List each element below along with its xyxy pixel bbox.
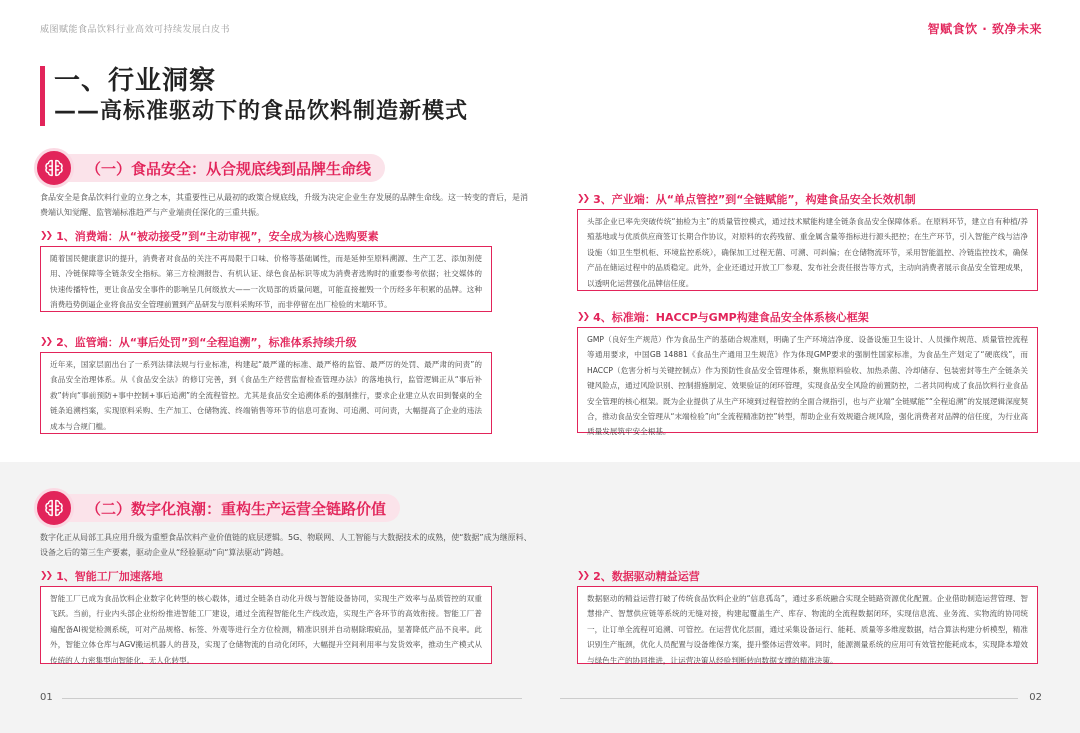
section2-item2-body: 数据驱动的精益运营打破了传统食品饮料企业的“信息孤岛”，通过多系统融合实现全链路资源优化配置。企业借助制造运营管理、智慧排产、智慧供应链等系统的无缝对接，构建起覆盖生产、库存、物流的全流程数据闭环，实现信息流、业务流、实物流的协同统一，让订单全流程可追溯、可管控。在运营优化层面，通过采集设备运行、能耗、质量等多维度数据，结合算法构建分析模型，精准识别生产瓶颈，优化人员配置与设备维保方案，提升整体运营效率。同时，能源测量系统的应用可有效管控能耗成本，实现降本增效与绿色生产的协同推进，让运营决策从经验判断转向数据支撑的精准决策。 [577, 586, 1038, 664]
document-header-title: 威图赋能食品饮料行业高效可持续发展白皮书 [40, 25, 231, 35]
section1-heading-text: （一）食品安全：从合规底线到品牌生命线 [60, 154, 385, 182]
section2-heading-text: （二）数字化浪潮：重构生产运营全链路价值 [60, 494, 400, 522]
document-header-slogan: 智赋食饮 · 致净未来 [927, 22, 1042, 36]
section1-item2-title-text: 2、监管端：从“事后处罚”到“全程追溯”，标准体系持续升级 [56, 336, 357, 349]
section2-intro: 数字化正从局部工具应用升级为重塑食品饮料产业价值链的底层逻辑。5G、物联网、人工智能与大数据技术的成熟，使“数据”成为继原料、设备之后的第三生产要素，驱动企业从“经验驱动”向“算法驱动”跨越。 [40, 533, 532, 557]
section1-item3-body: 头部企业已率先突破传统“抽检为主”的质量管控模式，通过技术赋能构建全链条食品安全保障体系。在原料环节，建立自有种植/养殖基地或与优质供应商签订长期合作协议，对原料的农药残留、重金属含量等指标进行源头把控；在生产环节，引入智能产线与洁净设施（如卫生型机柜、环境监控系统），确保加工过程无菌、可溯、可纠偏；在仓储物流环节，采用智能温控、冷链监控技术，确保产品在储运过程中的品质稳定。此外，企业还通过开放工厂参观、发布社会责任报告等方式，主动向消费者展示食品安全管理成果，以透明化运营强化品牌信任度。 [577, 209, 1038, 291]
page-number-left: 01 [40, 692, 53, 703]
section1-intro: 食品安全是食品饮料行业的立身之本，其重要性已从最初的政策合规底线，升级为决定企业生存发展的品牌生命线。这一转变的背后，是消费端认知觉醒、监管端标准趋严与产业端责任深化的三重共振。 [40, 193, 528, 217]
title-accent-bar [40, 66, 45, 126]
section2-heading [34, 488, 400, 528]
chevron-right-icon: ❯❯ [577, 194, 589, 204]
section1-item2-body: 近年来，国家层面出台了一系列法律法规与行业标准，构建起“最严谨的标准、最严格的监管、最严厉的处罚、最严肃的问责”的食品安全治理体系。从《食品安全法》的修订完善，到《食品生产经营监督检查管理办法》的落地执行，监管逻辑正从“事后补救”转向“事前预防+事中控制+事后追溯”的全流程管控。尤其是食品安全追溯体系的强制推行，要求企业建立从农田到餐桌的全链条追溯档案，实现原料采购、生产加工、仓储物流、终端销售等环节的信息可查询、可追溯、可问责，大幅提高了企业的违法成本与合规门槛。 [40, 352, 492, 434]
brain-icon [34, 148, 74, 188]
section1-item3-title [577, 191, 916, 207]
section2-item1-title-text: 1、智能工厂加速落地 [56, 570, 163, 583]
section1-item1-title-text: 1、消费端：从“被动接受”到“主动审视”，安全成为核心选购要素 [56, 230, 379, 243]
page-number-right: 02 [1029, 692, 1042, 703]
section1-item1-title [40, 228, 379, 244]
chapter-title: 一、行业洞察 [54, 66, 217, 96]
footer-divider-right [560, 698, 1018, 699]
chevron-right-icon: ❯❯ [577, 312, 589, 322]
chevron-right-icon: ❯❯ [40, 337, 52, 347]
chevron-right-icon: ❯❯ [40, 571, 52, 581]
section1-heading [34, 148, 385, 188]
section1-item4-title-text: 4、标准端：HACCP与GMP构建食品安全体系核心框架 [593, 311, 869, 324]
section1-item3-title-text: 3、产业端：从“单点管控”到“全链赋能”，构建食品安全长效机制 [593, 193, 916, 206]
section2-item1-title [40, 568, 163, 584]
section1-item4-body: GMP（良好生产规范）作为食品生产的基础合规准则，明确了生产环境洁净度、设备设施卫生设计、人员操作规范、质量管控流程等通用要求，中国GB 14881《食品生产通用卫生规范》作为体现GMP要求的强制性国家标准，为食品生产划定了“硬底线”，而HACCP（危害分析与关键控制点）作为预防性食品安全管理体系，聚焦原料验收、加热杀菌、冷却储存、包装密封等生产全链条关键风险点，通过风险识别、控制措施制定、效果验证的闭环管理，实现食品安全风险的前置防控，二者共同构成了食品饮料行业食品安全管理的核心框架。既为企业提供了从生产环境到过程管控的全面合规指引，也与产业端“全链赋能”“全程追溯”的发展逻辑深度契合，推动食品安全管理从“末端检验”向“全流程精准防控”转型，帮助企业有效规避合规风险，强化消费者对品牌的信任度，为行业高质量发展筑牢安全根基。 [577, 327, 1038, 433]
section2-item2-title-text: 2、数据驱动精益运营 [593, 570, 700, 583]
chevron-right-icon: ❯❯ [40, 231, 52, 241]
section2-item1-body: 智能工厂已成为食品饮料企业数字化转型的核心载体，通过全链条自动化升级与智能设备协同，实现生产效率与品质管控的双重飞跃。当前，行业内头部企业纷纷推进智能工厂建设，通过全流程智能化生产线改造，实现生产各环节的高效衔接。智能工厂普遍配备AI视觉检测系统，可对产品规格、标签、外观等进行全方位检测，精准识别并自动剔除瑕疵品，显著降低产品不良率。此外，智能立体仓库与AGV搬运机器人的普及，实现了仓储物流的自动化闭环，大幅提升空间利用率与发货效率，推动生产模式从传统的人力密集型向智能化、无人化转型。 [40, 586, 492, 664]
section2-item2-title [577, 568, 700, 584]
chevron-right-icon: ❯❯ [577, 571, 589, 581]
section1-item1-body: 随着国民健康意识的提升，消费者对食品的关注不再局限于口味、价格等基础属性，而是延伸至原料溯源、生产工艺、添加剂使用、冷链保障等全链条安全指标。第三方检测报告、有机认证、绿色食品标识等成为消费者选购时的重要参考依据；社交媒体的快速传播特性，更让食品安全事件的影响呈几何级放大——一次局部的质量问题，可能直接摧毁一个历经多年积累的品牌。这种消费趋势倒逼企业将食品安全管理前置到产品研发与原料采购环节，而非停留在出厂检验的末端环节。 [40, 246, 492, 312]
footer-divider-left [62, 698, 522, 699]
section1-item2-title [40, 334, 357, 350]
chapter-subtitle: ——高标准驱动下的食品饮料制造新模式 [54, 99, 469, 124]
brain-icon [34, 488, 74, 528]
section1-item4-title [577, 309, 869, 325]
